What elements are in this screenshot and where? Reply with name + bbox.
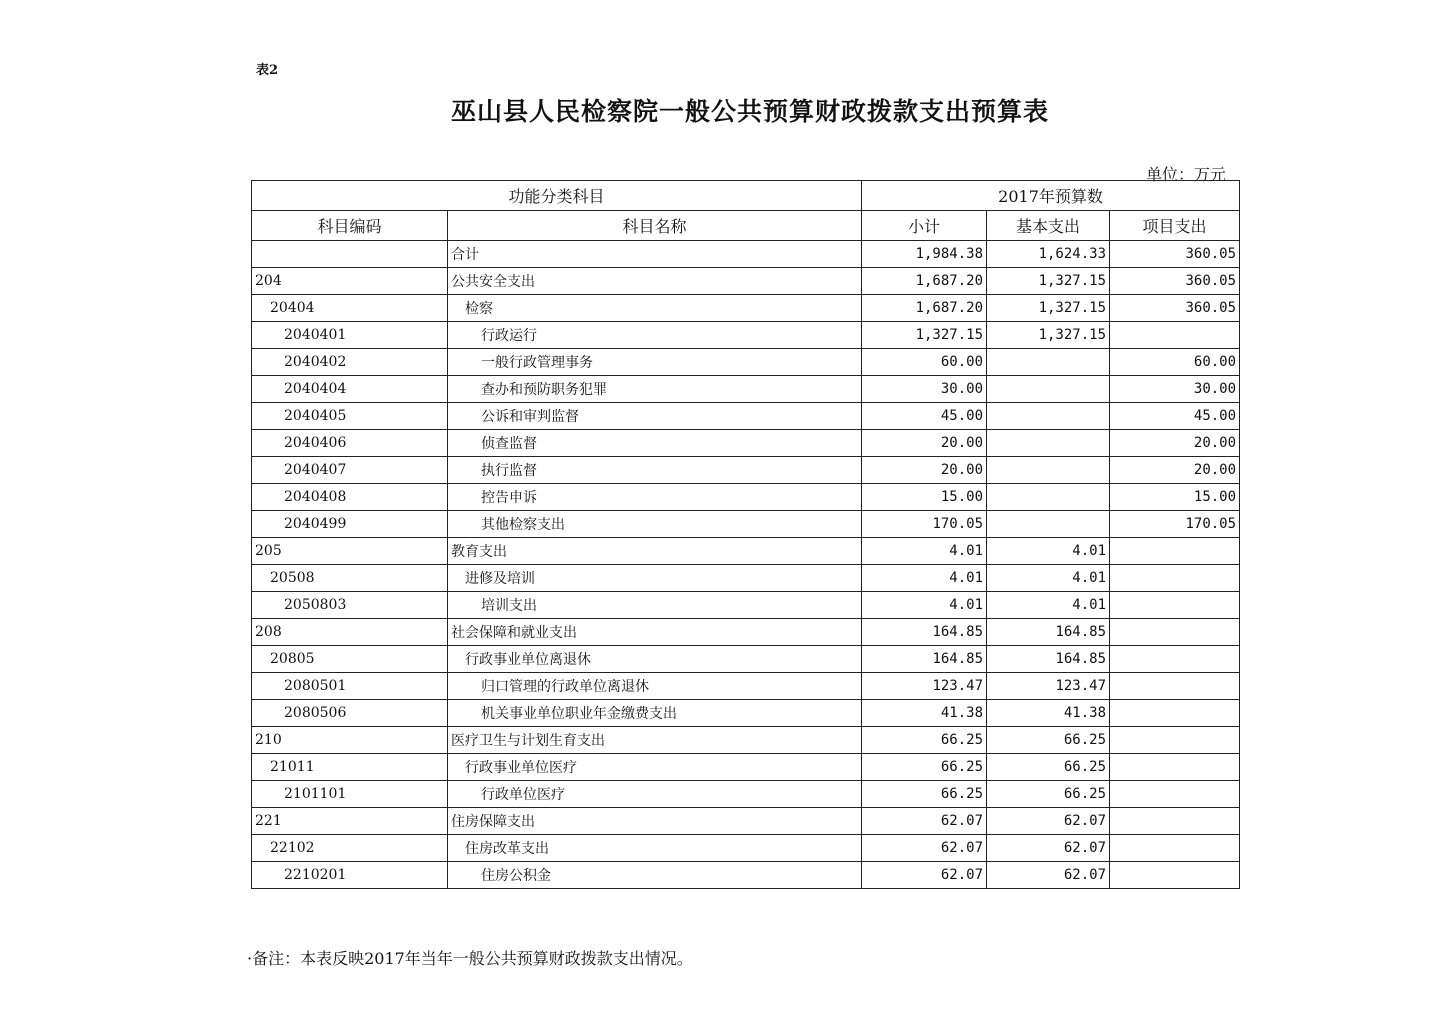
cell-basic: 4.01 bbox=[987, 592, 1110, 619]
table-row bbox=[252, 727, 1240, 754]
cell-name: 公共安全支出 bbox=[448, 268, 862, 295]
cell-code: 20805 bbox=[252, 646, 448, 673]
cell-basic: 4.01 bbox=[987, 565, 1110, 592]
cell-code: 2080501 bbox=[252, 673, 448, 700]
cell-subtotal: 123.47 bbox=[862, 673, 987, 700]
document-title: 巫山县人民检察院一般公共预算财政拨款支出预算表 bbox=[450, 97, 1049, 126]
table-number-label: 表2 bbox=[256, 63, 279, 78]
header-budget-2017: 2017年预算数 bbox=[862, 181, 1240, 211]
cell-code: 2040404 bbox=[252, 376, 448, 403]
cell-basic bbox=[987, 430, 1110, 457]
header-name: 科目名称 bbox=[448, 211, 862, 241]
table-row bbox=[252, 592, 1240, 619]
cell-subtotal: 62.07 bbox=[862, 835, 987, 862]
cell-project: 360.05 bbox=[1110, 268, 1240, 295]
header-basic: 基本支出 bbox=[987, 211, 1110, 241]
cell-subtotal: 4.01 bbox=[862, 538, 987, 565]
cell-code: 22102 bbox=[252, 835, 448, 862]
cell-code: 208 bbox=[252, 619, 448, 646]
cell-project: 360.05 bbox=[1110, 241, 1240, 268]
cell-code: 221 bbox=[252, 808, 448, 835]
cell-subtotal: 1,687.20 bbox=[862, 295, 987, 322]
cell-subtotal: 4.01 bbox=[862, 592, 987, 619]
cell-project bbox=[1110, 727, 1240, 754]
cell-subtotal: 66.25 bbox=[862, 727, 987, 754]
cell-subtotal: 62.07 bbox=[862, 862, 987, 889]
cell-project bbox=[1110, 781, 1240, 808]
cell-name: 一般行政管理事务 bbox=[448, 349, 862, 376]
cell-name: 行政单位医疗 bbox=[448, 781, 862, 808]
cell-subtotal: 170.05 bbox=[862, 511, 987, 538]
cell-project: 15.00 bbox=[1110, 484, 1240, 511]
table-row bbox=[252, 349, 1240, 376]
cell-code: 2210201 bbox=[252, 862, 448, 889]
cell-code: 2040405 bbox=[252, 403, 448, 430]
cell-basic: 164.85 bbox=[987, 646, 1110, 673]
header-code: 科目编码 bbox=[252, 211, 448, 241]
cell-code: 20508 bbox=[252, 565, 448, 592]
cell-basic: 4.01 bbox=[987, 538, 1110, 565]
table-row bbox=[252, 781, 1240, 808]
cell-project: 20.00 bbox=[1110, 430, 1240, 457]
cell-project bbox=[1110, 808, 1240, 835]
cell-project bbox=[1110, 646, 1240, 673]
header-row-columns bbox=[252, 211, 1240, 241]
cell-project bbox=[1110, 754, 1240, 781]
cell-basic bbox=[987, 484, 1110, 511]
cell-subtotal: 164.85 bbox=[862, 646, 987, 673]
cell-name: 住房保障支出 bbox=[448, 808, 862, 835]
cell-name: 归口管理的行政单位离退休 bbox=[448, 673, 862, 700]
cell-project: 170.05 bbox=[1110, 511, 1240, 538]
cell-subtotal: 1,984.38 bbox=[862, 241, 987, 268]
cell-name: 教育支出 bbox=[448, 538, 862, 565]
cell-code: 21011 bbox=[252, 754, 448, 781]
cell-subtotal: 15.00 bbox=[862, 484, 987, 511]
table-row bbox=[252, 241, 1240, 268]
cell-project bbox=[1110, 700, 1240, 727]
cell-subtotal: 41.38 bbox=[862, 700, 987, 727]
cell-project bbox=[1110, 835, 1240, 862]
cell-subtotal: 20.00 bbox=[862, 430, 987, 457]
cell-subtotal: 20.00 bbox=[862, 457, 987, 484]
cell-code: 204 bbox=[252, 268, 448, 295]
cell-code: 2040406 bbox=[252, 430, 448, 457]
cell-name: 执行监督 bbox=[448, 457, 862, 484]
cell-code: 210 bbox=[252, 727, 448, 754]
cell-code: 2040408 bbox=[252, 484, 448, 511]
cell-subtotal: 45.00 bbox=[862, 403, 987, 430]
cell-project: 20.00 bbox=[1110, 457, 1240, 484]
table-row bbox=[252, 403, 1240, 430]
cell-name: 其他检察支出 bbox=[448, 511, 862, 538]
cell-name: 行政事业单位离退休 bbox=[448, 646, 862, 673]
cell-basic: 62.07 bbox=[987, 862, 1110, 889]
cell-subtotal: 1,687.20 bbox=[862, 268, 987, 295]
table-body bbox=[252, 241, 1240, 889]
table-row bbox=[252, 295, 1240, 322]
header-function-classification: 功能分类科目 bbox=[252, 181, 862, 211]
cell-code: 2040499 bbox=[252, 511, 448, 538]
header-project: 项目支出 bbox=[1110, 211, 1240, 241]
cell-code bbox=[252, 241, 448, 268]
table-row bbox=[252, 565, 1240, 592]
cell-basic: 66.25 bbox=[987, 754, 1110, 781]
cell-name: 行政运行 bbox=[448, 322, 862, 349]
cell-basic: 66.25 bbox=[987, 781, 1110, 808]
table-row bbox=[252, 619, 1240, 646]
table-row bbox=[252, 484, 1240, 511]
cell-code: 2050803 bbox=[252, 592, 448, 619]
cell-basic: 1,327.15 bbox=[987, 295, 1110, 322]
cell-subtotal: 66.25 bbox=[862, 781, 987, 808]
cell-subtotal: 4.01 bbox=[862, 565, 987, 592]
cell-basic bbox=[987, 457, 1110, 484]
table-row bbox=[252, 268, 1240, 295]
cell-subtotal: 1,327.15 bbox=[862, 322, 987, 349]
cell-code: 2040402 bbox=[252, 349, 448, 376]
cell-project: 45.00 bbox=[1110, 403, 1240, 430]
table-row bbox=[252, 754, 1240, 781]
cell-project: 30.00 bbox=[1110, 376, 1240, 403]
cell-basic: 1,327.15 bbox=[987, 268, 1110, 295]
cell-subtotal: 62.07 bbox=[862, 808, 987, 835]
header-row-group bbox=[252, 181, 1240, 211]
cell-basic bbox=[987, 511, 1110, 538]
cell-name: 查办和预防职务犯罪 bbox=[448, 376, 862, 403]
cell-project bbox=[1110, 592, 1240, 619]
table-row bbox=[252, 835, 1240, 862]
cell-name: 合计 bbox=[448, 241, 862, 268]
cell-basic bbox=[987, 403, 1110, 430]
table-row bbox=[252, 808, 1240, 835]
cell-subtotal: 164.85 bbox=[862, 619, 987, 646]
cell-project bbox=[1110, 538, 1240, 565]
cell-basic: 1,327.15 bbox=[987, 322, 1110, 349]
cell-subtotal: 60.00 bbox=[862, 349, 987, 376]
cell-subtotal: 30.00 bbox=[862, 376, 987, 403]
cell-basic: 123.47 bbox=[987, 673, 1110, 700]
cell-name: 侦查监督 bbox=[448, 430, 862, 457]
cell-project bbox=[1110, 619, 1240, 646]
table-row bbox=[252, 538, 1240, 565]
cell-name: 机关事业单位职业年金缴费支出 bbox=[448, 700, 862, 727]
cell-code: 205 bbox=[252, 538, 448, 565]
cell-project bbox=[1110, 673, 1240, 700]
table-row bbox=[252, 862, 1240, 889]
cell-code: 2040401 bbox=[252, 322, 448, 349]
table-row bbox=[252, 376, 1240, 403]
cell-name: 住房公积金 bbox=[448, 862, 862, 889]
cell-code: 2080506 bbox=[252, 700, 448, 727]
unit-label: 单位：万元 bbox=[1146, 165, 1227, 184]
cell-code: 20404 bbox=[252, 295, 448, 322]
cell-name: 行政事业单位医疗 bbox=[448, 754, 862, 781]
cell-basic: 41.38 bbox=[987, 700, 1110, 727]
cell-basic: 62.07 bbox=[987, 808, 1110, 835]
cell-project: 60.00 bbox=[1110, 349, 1240, 376]
cell-name: 医疗卫生与计划生育支出 bbox=[448, 727, 862, 754]
cell-code: 2040407 bbox=[252, 457, 448, 484]
cell-name: 公诉和审判监督 bbox=[448, 403, 862, 430]
cell-basic: 62.07 bbox=[987, 835, 1110, 862]
table-row bbox=[252, 646, 1240, 673]
cell-basic: 1,624.33 bbox=[987, 241, 1110, 268]
cell-basic: 66.25 bbox=[987, 727, 1110, 754]
cell-basic: 164.85 bbox=[987, 619, 1110, 646]
budget-table bbox=[251, 180, 1240, 889]
table-row bbox=[252, 457, 1240, 484]
cell-basic bbox=[987, 349, 1110, 376]
cell-project bbox=[1110, 565, 1240, 592]
cell-name: 检察 bbox=[448, 295, 862, 322]
cell-name: 控告申诉 bbox=[448, 484, 862, 511]
table-row bbox=[252, 511, 1240, 538]
table-row bbox=[252, 430, 1240, 457]
table-row bbox=[252, 673, 1240, 700]
table-row bbox=[252, 322, 1240, 349]
footnote: ·备注：本表反映2017年当年一般公共预算财政拨款支出情况。 bbox=[247, 949, 693, 968]
cell-name: 培训支出 bbox=[448, 592, 862, 619]
cell-code: 2101101 bbox=[252, 781, 448, 808]
cell-name: 社会保障和就业支出 bbox=[448, 619, 862, 646]
cell-project: 360.05 bbox=[1110, 295, 1240, 322]
cell-project bbox=[1110, 322, 1240, 349]
header-subtotal: 小计 bbox=[862, 211, 987, 241]
cell-name: 住房改革支出 bbox=[448, 835, 862, 862]
cell-project bbox=[1110, 862, 1240, 889]
table-row bbox=[252, 700, 1240, 727]
cell-subtotal: 66.25 bbox=[862, 754, 987, 781]
cell-basic bbox=[987, 376, 1110, 403]
cell-name: 进修及培训 bbox=[448, 565, 862, 592]
